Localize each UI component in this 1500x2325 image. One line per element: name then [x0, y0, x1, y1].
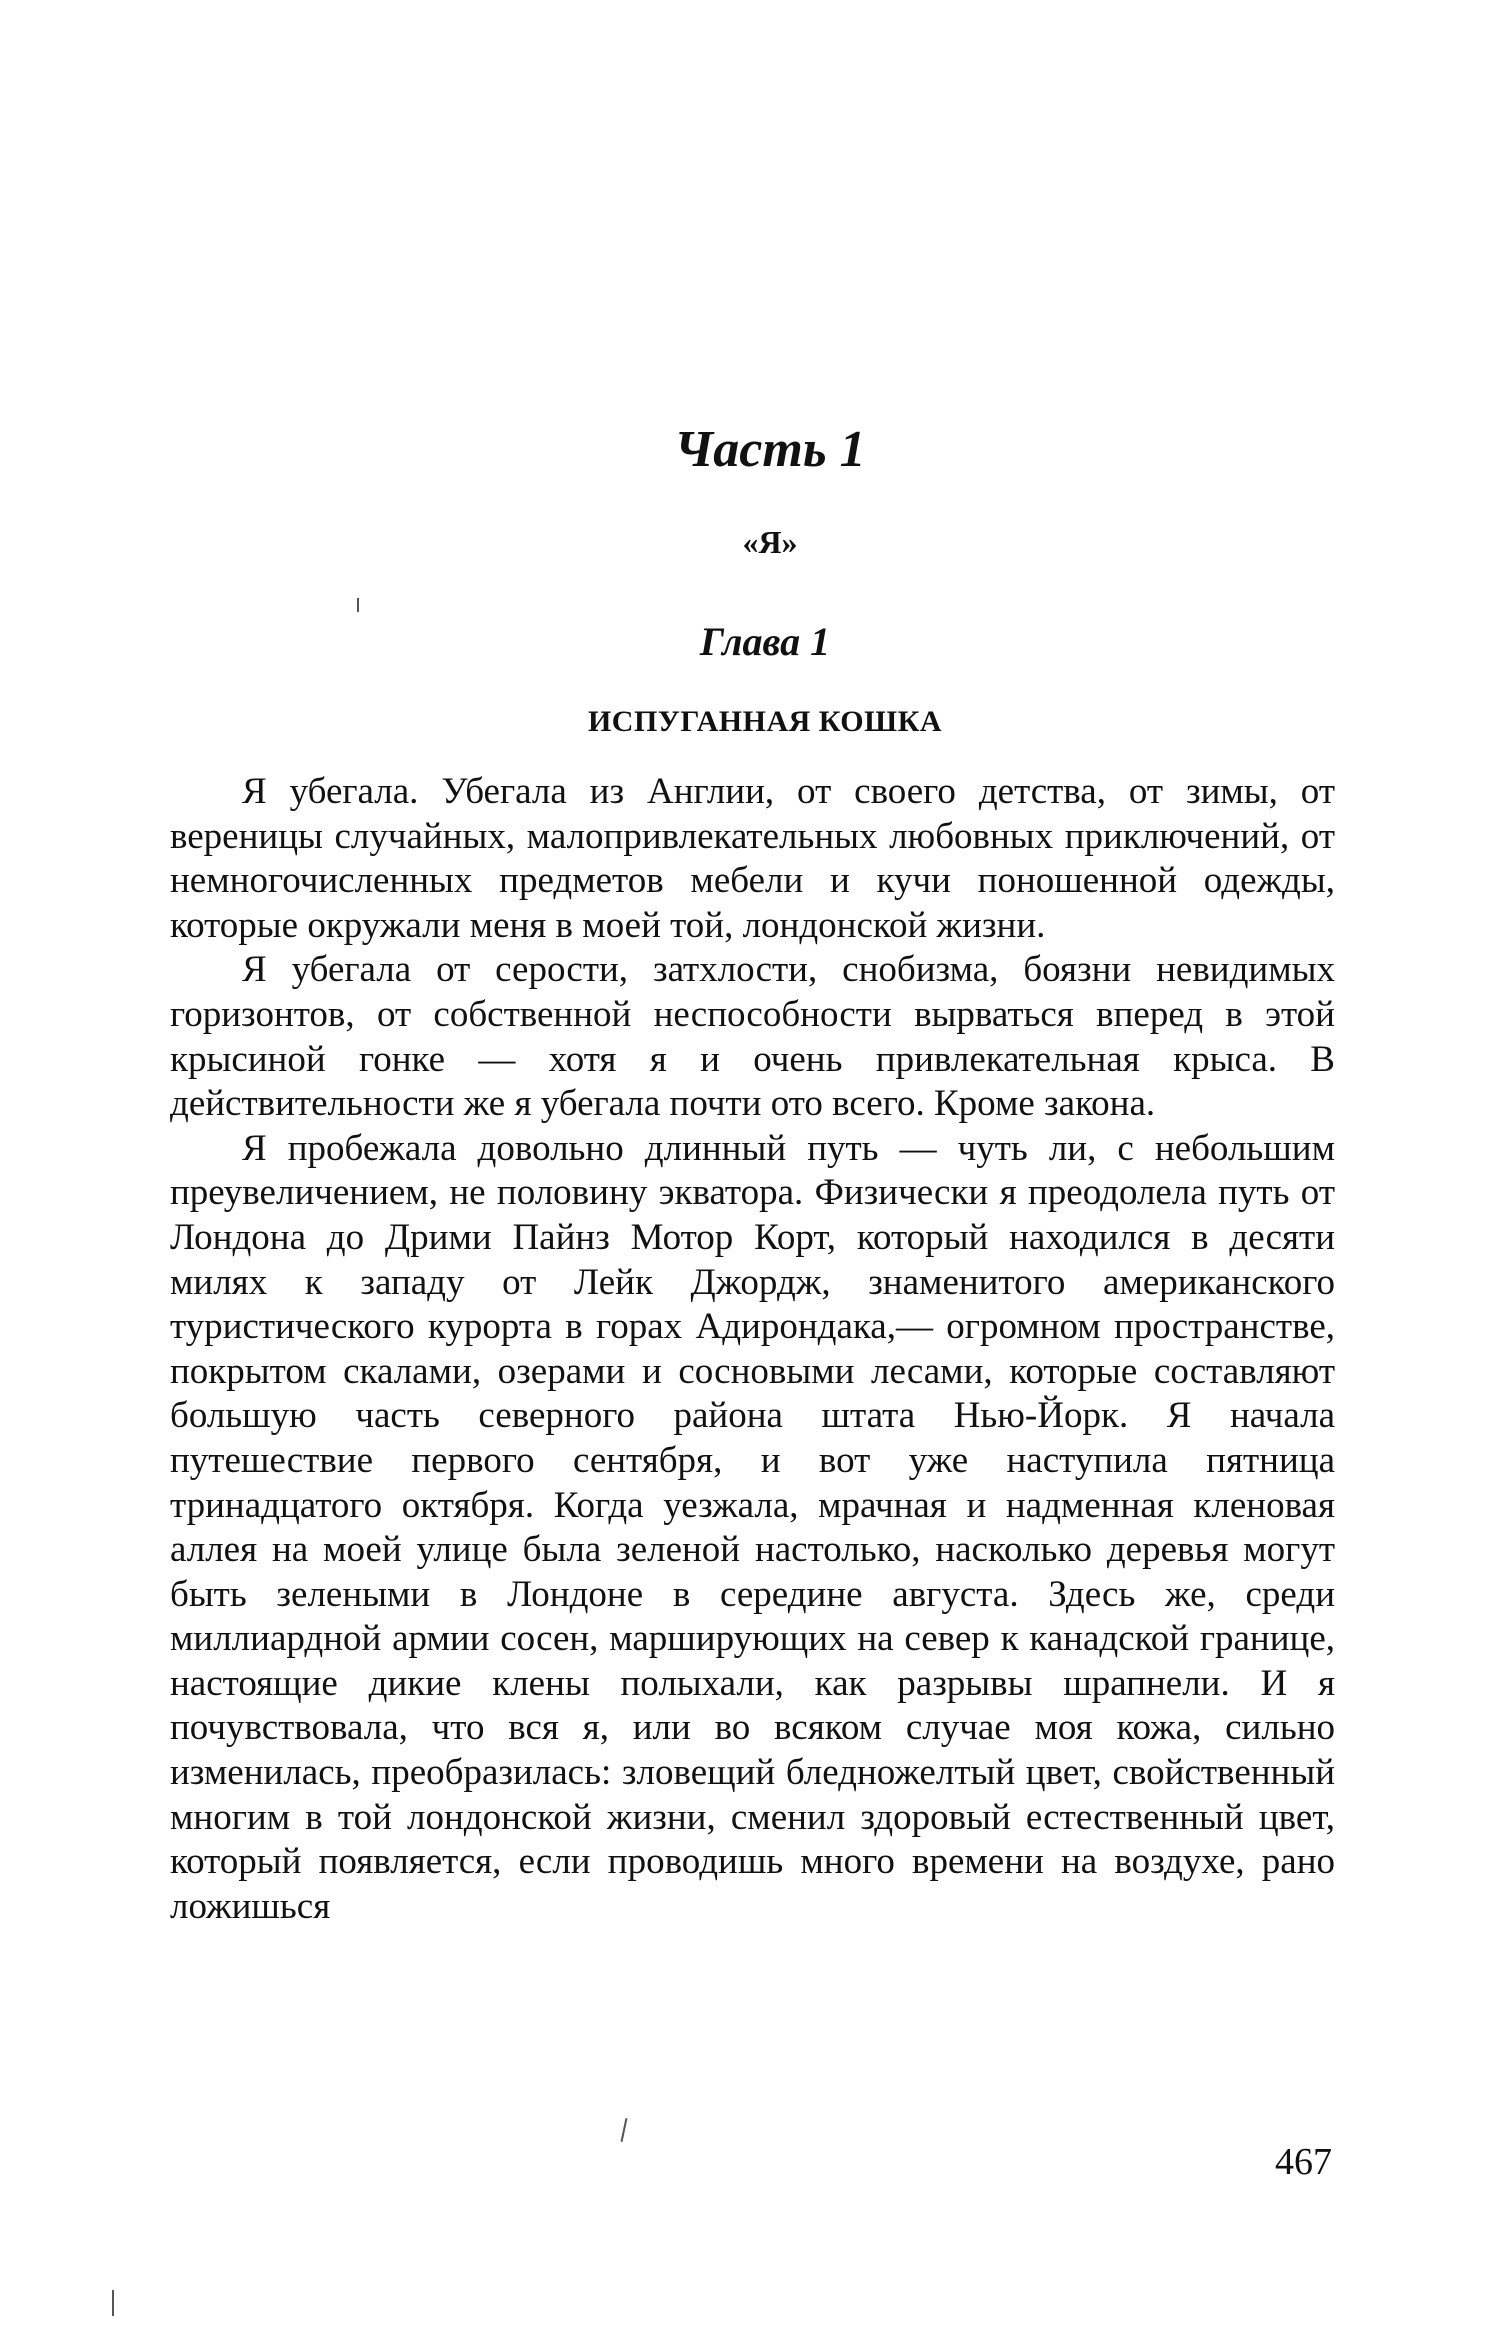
- page-number: 467: [1275, 2141, 1332, 2183]
- scan-speck: [621, 2118, 628, 2142]
- part-title: Часть 1: [674, 421, 866, 478]
- paragraph: Я убегала. Убегала из Англии, от своего детства, от зимы, от вереницы случайных, малопривлекательных любовных приключений, от немногочисленных предметов мебели и кучи поношенной одежды, которые окружали меня в моей той, лондонской жизни.: [170, 771, 1335, 946]
- body-text: [170, 770, 1335, 1929]
- scan-speck: [112, 2290, 114, 2316]
- paragraph: Я пробежала довольно длинный путь — чуть ли, с небольшим преувеличением, не половину экватора. Физически я преодолела путь от Лондона до Дрими Пайнз Мотор Корт, который находился в десяти милях к западу от Лейк Джордж, знаменитого американского туристического курорта в горах Адирондака,— огромном пространстве, покрытом скалами, озерами и сосновыми лесами, которые составляют большую часть северного района штата Нью-Йорк. Я начала путешествие первого сентября, и вот уже наступила пятница тринадцатого октября. Когда уезжала, мрачная и надменная кленовая аллея на моей улице была зеленой настолько, насколько деревья могут быть зелеными в Лондоне в середине августа. Здесь же, среди миллиардной армии сосен, марширующих на север к канадской границе, настоящие дикие клены полыхали, как разрывы шрапнели. И я почувствовала, что вся я, или во всяком случае моя кожа, сильно изменилась, преобразилась: зловещий бледножелтый цвет, свойственный многим в той лондонской жизни, сменил здоровый естественный цвет, который появляется, если проводишь много времени на воздухе, рано ложишься: [170, 1127, 1335, 1927]
- part-name: «Я»: [742, 524, 798, 560]
- paragraph: Я убегала от серости, затхлости, снобизма, боязни невидимых горизонтов, от собственной неспособности вырваться вперед в этой крысиной гонке — хотя я и очень привлекательная крыса. В действительности же я убегала почти ото всего. Кроме закона.: [170, 949, 1335, 1125]
- chapter-title: Глава 1: [699, 619, 831, 664]
- scan-speck: [357, 598, 359, 612]
- chapter-name: ИСПУГАННАЯ КОШКА: [587, 705, 943, 738]
